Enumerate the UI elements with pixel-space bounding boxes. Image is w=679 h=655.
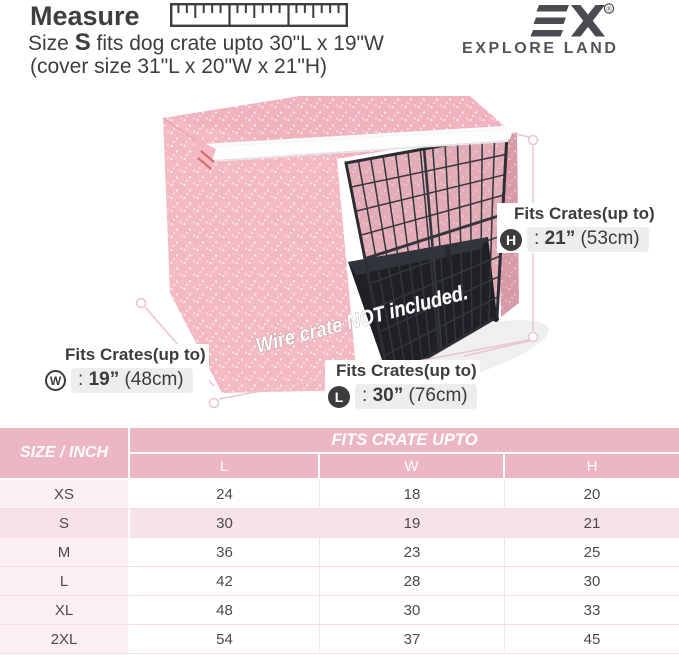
width-badge: W: [45, 370, 66, 391]
size-description-line2: (cover size 31"L x 20"W x 21"H): [30, 55, 328, 78]
size-cell: XL: [0, 596, 130, 625]
value-cell: 37: [320, 625, 505, 654]
column-header-h: H: [505, 454, 679, 480]
size-chart-row: [0, 625, 679, 654]
annotation-length: [325, 360, 480, 410]
value-cell: 24: [130, 480, 320, 509]
value-cell: 30: [320, 596, 505, 625]
column-header-l: L: [130, 454, 320, 480]
size-cell: XS: [0, 480, 130, 509]
value-cell: 54: [130, 625, 320, 654]
length-badge: L: [328, 386, 350, 408]
value-cell: 21: [505, 509, 679, 538]
measure-title: Measure: [30, 1, 140, 31]
width-value: : 19” (48cm): [71, 368, 193, 393]
value-cell: 30: [505, 567, 679, 596]
brand-logo-icon: [525, 2, 615, 40]
registered-mark: ®: [606, 4, 612, 14]
size-chart: [0, 428, 679, 654]
annotation-width: [42, 344, 209, 394]
size-description-line1: Size S fits dog crate upto 30"L x 19"W: [28, 29, 384, 56]
size-chart-row: [0, 509, 679, 538]
annotation-height: [497, 203, 658, 253]
size-letter: S: [74, 29, 91, 56]
size-chart-row: [0, 480, 679, 509]
size-cell: 2XL: [0, 625, 130, 654]
value-cell: 36: [130, 538, 320, 567]
overlay-note: Wire crate NOT included.: [253, 273, 501, 358]
value-cell: 30: [130, 509, 320, 538]
value-cell: 48: [130, 596, 320, 625]
column-header-w: W: [320, 454, 505, 480]
value-cell: 25: [505, 538, 679, 567]
value-cell: 42: [130, 567, 320, 596]
size-chart-body: [0, 480, 679, 654]
size-chart-row: [0, 538, 679, 567]
size-chart-row: [0, 567, 679, 596]
ruler-icon: [170, 3, 348, 27]
value-cell: 45: [505, 625, 679, 654]
value-cell: 20: [505, 480, 679, 509]
brand-name: EXPLORE LAND: [462, 40, 619, 57]
size-cell: S: [0, 509, 130, 538]
size-cell: M: [0, 538, 130, 567]
height-value: : 21” (53cm): [527, 227, 649, 252]
annotation-width-label: Fits Crates(up to): [65, 345, 206, 364]
annotation-height-label: Fits Crates(up to): [514, 204, 655, 223]
value-cell: 19: [320, 509, 505, 538]
size-chart-group-header: FITS CRATE UPTO: [130, 428, 679, 454]
size-chart-row: [0, 596, 679, 625]
height-badge: H: [500, 229, 522, 251]
annotation-length-label: Fits Crates(up to): [336, 361, 477, 380]
length-value: : 30” (76cm): [355, 384, 477, 409]
value-cell: 33: [505, 596, 679, 625]
size-chart-corner-header: SIZE / INCH: [0, 428, 130, 480]
value-cell: 28: [320, 567, 505, 596]
value-cell: 18: [320, 480, 505, 509]
value-cell: 23: [320, 538, 505, 567]
size-cell: L: [0, 567, 130, 596]
